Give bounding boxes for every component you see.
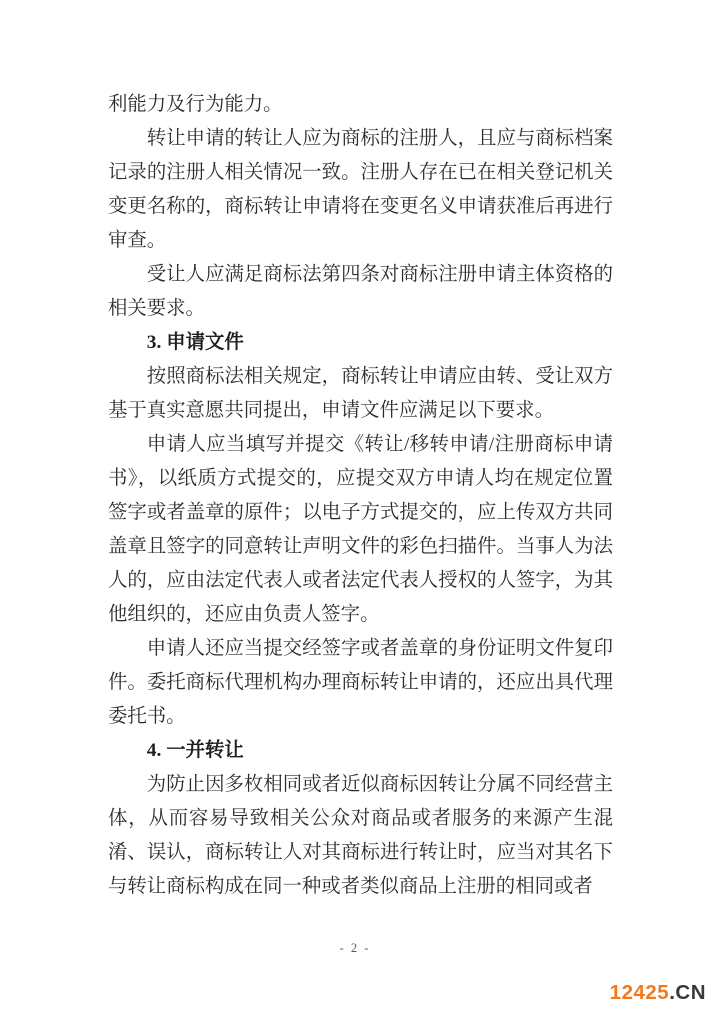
page-number: - 2 -	[339, 941, 371, 955]
paragraph-application-form-requirements: 申请人应当填写并提交《转让/移转申请/注册商标申请书》，以纸质方式提交的，应提交双方申请人均在规定位置签字或者盖章的原件；以电子方式提交的，应上传双方共同盖章且签字的同意转让声明文件的彩色扫描件。当事人为法人的，应由法定代表人或者法定代表人授权的人签字，为其他组织的，还应由负责人签字。	[108, 434, 613, 625]
watermark-logo	[610, 981, 706, 1005]
paragraph-identity-documents: 申请人还应当提交经签字或者盖章的身份证明文件复印件。委托商标代理机构办理商标转让申请的，还应出具代理委托书。	[108, 638, 613, 727]
section-heading-application-documents: 3. 申请文件	[146, 332, 244, 353]
section-heading-transfer-together: 4. 一并转让	[146, 740, 244, 761]
watermark-tld: .CN	[669, 981, 706, 1004]
paragraph-transferor-requirements: 转让申请的转让人应为商标的注册人，且应与商标档案记录的注册人相关情况一致。注册人存在已在相关登记机关变更名称的，商标转让申请将在变更名义申请获准后再进行审查。	[108, 128, 613, 251]
paragraph-continued: 利能力及行为能力。	[108, 94, 283, 115]
paragraph-joint-application: 按照商标法相关规定，商标转让申请应由转、受让双方基于真实意愿共同提出，申请文件应满足以下要求。	[108, 366, 613, 421]
watermark-site-number: 12425	[609, 981, 670, 1004]
paragraph-similar-marks-transfer: 为防止因多枚相同或者近似商标因转让分属不同经营主体，从而容易导致相关公众对商品或者服务的来源产生混淆、误认，商标转让人对其商标进行转让时，应当对其名下与转让商标构成在同一种或者类似商品上注册的相同或者	[108, 774, 613, 897]
document-body	[108, 88, 613, 904]
paragraph-transferee-requirements: 受让人应满足商标法第四条对商标注册申请主体资格的相关要求。	[108, 264, 613, 319]
